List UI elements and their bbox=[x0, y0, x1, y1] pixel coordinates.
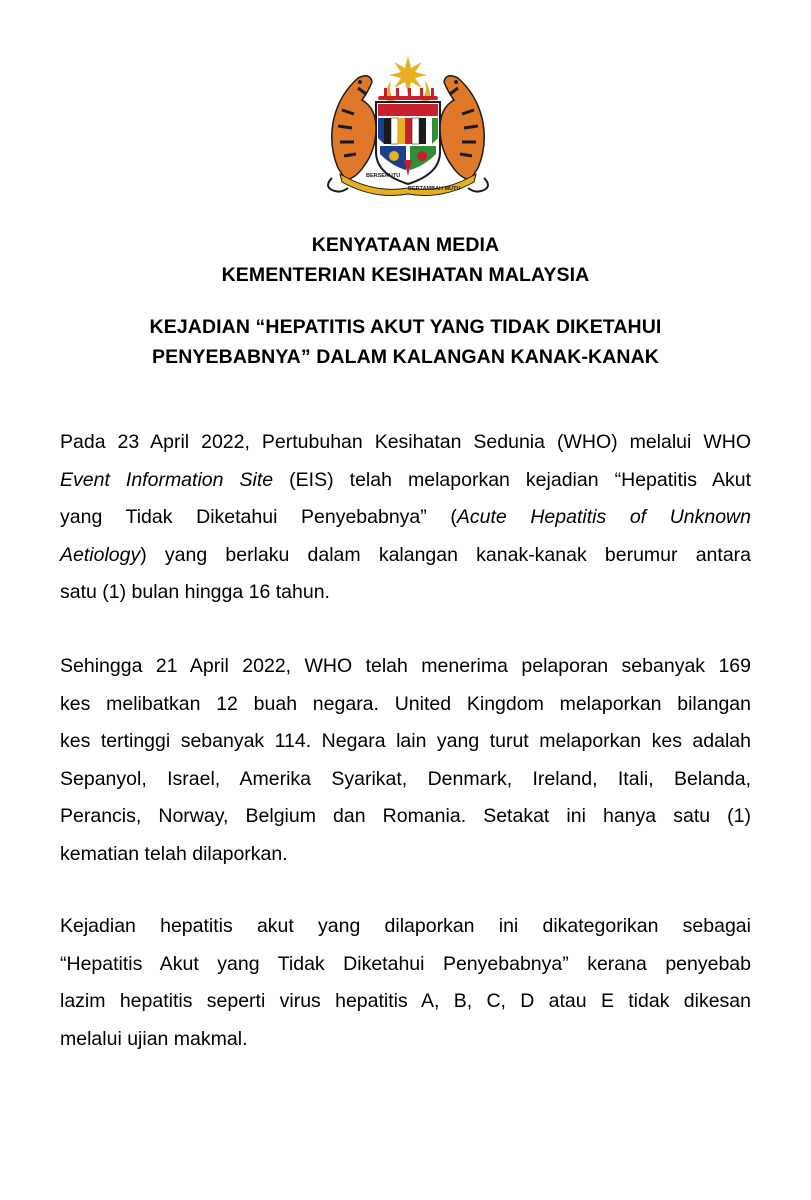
paragraph-2-line-2: kes melibatkan 12 buah negara. United Kingdom melaporkan bilangan bbox=[60, 692, 751, 715]
malaysia-coat-of-arms bbox=[318, 48, 498, 196]
motto-left-text: BERSEKUTU bbox=[366, 173, 401, 179]
paragraph-3-line-2: “Hepatitis Akut yang Tidak Diketahui Penyebabnya” kerana penyebab bbox=[60, 952, 751, 975]
paragraph-2-line-5: Perancis, Norway, Belgium dan Romania. Setakat ini hanya satu (1) bbox=[60, 805, 751, 827]
paragraph-1-line-2-rest: (EIS) telah melaporkan kejadian “Hepatitis Akut bbox=[273, 468, 751, 491]
paragraph-1-line-5: satu (1) bulan hingga 16 tahun. bbox=[60, 581, 330, 603]
motto-right-text: BERTAMBAH MUTU bbox=[408, 186, 461, 192]
paragraph-3-line-1: Kejadian hepatitis akut yang dilaporkan ini dikategorikan sebagai bbox=[60, 915, 751, 937]
header-line-1: KENYATAAN MEDIA bbox=[311, 234, 500, 256]
paragraph-1-line-4-rest: ) yang berlaku dalam kalangan kanak-kanak berumur antara bbox=[140, 543, 751, 566]
paragraph-1 bbox=[60, 424, 751, 612]
paragraph-3-line-3: lazim hepatitis seperti virus hepatitis A, B, C, D atau E tidak dikesan bbox=[60, 990, 751, 1012]
title-line-1: KEJADIAN “HEPATITIS AKUT YANG TIDAK DIKETAHUI bbox=[149, 316, 662, 338]
statement-title bbox=[0, 312, 811, 372]
acute-hepatitis-italic-text: Acute Hepatitis of Unknown bbox=[456, 506, 751, 528]
coat-of-arms-emblem bbox=[318, 48, 498, 196]
paragraph-2-line-6: kematian telah dilaporkan. bbox=[60, 842, 288, 865]
paragraph-2 bbox=[60, 648, 751, 873]
media-statement-header bbox=[0, 230, 811, 290]
paragraph-1-line-4 bbox=[60, 537, 751, 575]
paragraph-1-line-3 bbox=[60, 499, 751, 537]
title-line-2: PENYEBABNYA” DALAM KALANGAN KANAK-KANAK bbox=[152, 346, 659, 368]
aetiology-italic-text: Aetiology bbox=[60, 543, 141, 566]
shield-icon bbox=[376, 102, 440, 184]
paragraph-1-line-1: Pada 23 April 2022, Pertubuhan Kesihatan Sedunia (WHO) melalui WHO bbox=[60, 431, 751, 453]
paragraph-2-line-4: Sepanyol, Israel, Amerika Syarikat, Denmark, Ireland, Itali, Belanda, bbox=[60, 767, 751, 790]
eis-italic-text: Event Information Site bbox=[60, 468, 274, 491]
paragraph-1-line-3-start: yang Tidak Diketahui Penyebabnya” ( bbox=[60, 506, 457, 528]
header-line-2: KEMENTERIAN KESIHATAN MALAYSIA bbox=[221, 264, 590, 286]
right-tiger-icon bbox=[440, 76, 488, 192]
paragraph-2-line-3: kes tertinggi sebanyak 114. Negara lain yang turut melaporkan kes adalah bbox=[60, 730, 751, 752]
paragraph-1-line-2 bbox=[60, 462, 751, 500]
paragraph-2-line-1: Sehingga 21 April 2022, WHO telah menerima pelaporan sebanyak 169 bbox=[60, 655, 751, 677]
paragraph-3-line-4: melalui ujian makmal. bbox=[60, 1027, 248, 1050]
paragraph-3 bbox=[60, 908, 751, 1058]
